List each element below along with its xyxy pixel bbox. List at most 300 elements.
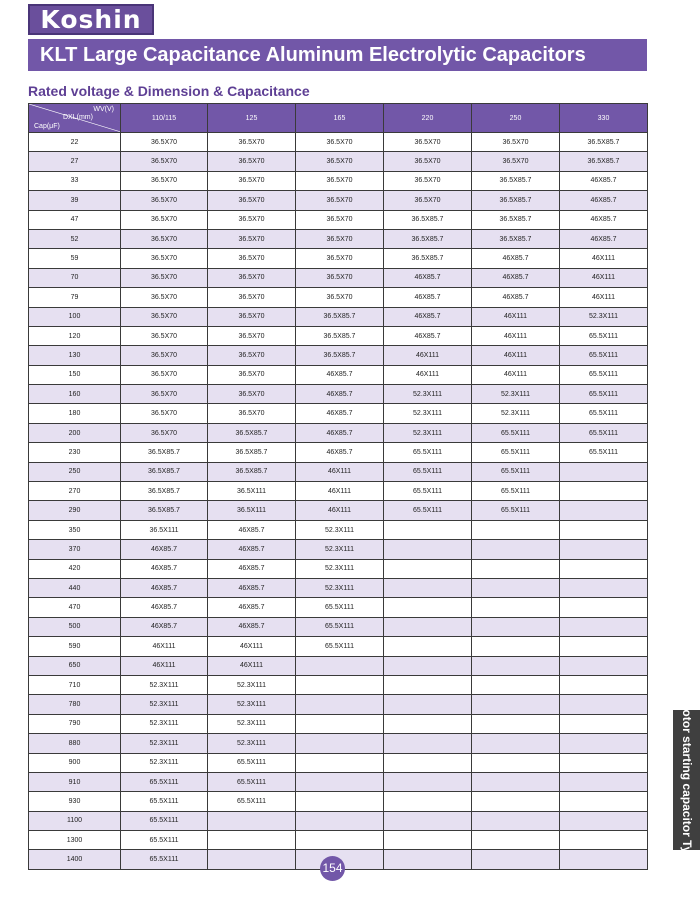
dimension-cell: 36.5X70 [208, 326, 296, 345]
table-row [29, 811, 648, 830]
table-row [29, 501, 648, 520]
dimension-cell: 52.3X111 [208, 695, 296, 714]
dimension-cell [208, 811, 296, 830]
dimension-cell: 36.5X70 [208, 229, 296, 248]
capacitance-cell: 52 [29, 229, 121, 248]
dimension-cell [560, 501, 648, 520]
dimension-cell: 65.5X111 [121, 792, 208, 811]
table-row [29, 385, 648, 404]
dimension-cell [384, 540, 472, 559]
dimension-cell: 65.5X111 [121, 811, 208, 830]
capacitance-cell: 250 [29, 462, 121, 481]
dimension-cell: 36.5X111 [121, 520, 208, 539]
dimension-cell: 52.3X111 [208, 675, 296, 694]
capacitance-cell: 370 [29, 540, 121, 559]
dimension-cell [384, 831, 472, 850]
dimension-cell [560, 831, 648, 850]
capacitance-cell: 420 [29, 559, 121, 578]
dimension-cell: 36.5X70 [121, 346, 208, 365]
dimension-cell: 46X85.7 [121, 578, 208, 597]
capacitance-cell: 1400 [29, 850, 121, 869]
capacitance-cell: 59 [29, 249, 121, 268]
dimension-cell: 65.5X111 [560, 404, 648, 423]
table-row [29, 404, 648, 423]
table-row [29, 288, 648, 307]
dimension-cell: 36.5X70 [208, 152, 296, 171]
dimension-cell [560, 695, 648, 714]
dimension-cell: 36.5X70 [296, 268, 384, 287]
dimension-cell [296, 831, 384, 850]
dimension-cell: 36.5X85.7 [472, 210, 560, 229]
dimension-cell [296, 792, 384, 811]
dimension-cell [384, 656, 472, 675]
dimension-cell [560, 675, 648, 694]
capacitance-cell: 590 [29, 637, 121, 656]
spec-table [28, 103, 648, 870]
dimension-cell: 36.5X85.7 [472, 171, 560, 190]
dimension-cell: 36.5X85.7 [384, 210, 472, 229]
table-row [29, 152, 648, 171]
dimension-cell [472, 540, 560, 559]
dimension-cell [472, 520, 560, 539]
dimension-cell: 46X85.7 [296, 385, 384, 404]
dimension-cell [296, 753, 384, 772]
dimension-cell: 36.5X70 [208, 385, 296, 404]
dimension-cell: 36.5X70 [208, 171, 296, 190]
table-row [29, 734, 648, 753]
dimension-cell: 52.3X111 [296, 540, 384, 559]
dimension-cell: 65.5X111 [560, 423, 648, 442]
dimension-cell [384, 811, 472, 830]
dimension-cell: 46X85.7 [208, 559, 296, 578]
dimension-cell: 65.5X111 [472, 462, 560, 481]
capacitance-cell: 930 [29, 792, 121, 811]
dimension-cell: 36.5X70 [121, 423, 208, 442]
dimension-cell: 65.5X111 [560, 346, 648, 365]
dimension-cell: 46X85.7 [384, 288, 472, 307]
table-row [29, 171, 648, 190]
dimension-cell: 52.3X111 [121, 714, 208, 733]
dimension-cell: 65.5X111 [560, 326, 648, 345]
dimension-cell: 36.5X85.7 [472, 191, 560, 210]
table-row [29, 540, 648, 559]
table-row [29, 210, 648, 229]
table-row [29, 617, 648, 636]
dimension-cell [560, 714, 648, 733]
dimension-cell [472, 675, 560, 694]
dimension-cell: 36.5X85.7 [208, 462, 296, 481]
dimension-cell: 36.5X111 [208, 501, 296, 520]
dimension-cell [560, 734, 648, 753]
cap-label: Cap(μF) [34, 123, 60, 130]
section-subtitle: Rated voltage & Dimension & Capacitance [28, 83, 310, 99]
dimension-cell: 65.5X111 [296, 598, 384, 617]
dimension-cell: 36.5X85.7 [296, 307, 384, 326]
dimension-cell [208, 850, 296, 869]
table-row [29, 714, 648, 733]
page-title-banner: KLT Large Capacitance Aluminum Electrolytic Capacitors [28, 39, 647, 71]
dimension-cell: 36.5X85.7 [208, 423, 296, 442]
dimension-cell [560, 559, 648, 578]
dimension-cell [560, 637, 648, 656]
table-row [29, 268, 648, 287]
table-row [29, 831, 648, 850]
dimension-cell [384, 598, 472, 617]
capacitance-cell: 290 [29, 501, 121, 520]
dimension-cell [560, 792, 648, 811]
side-tab-label: Motor starting capacitor Typ [679, 699, 694, 861]
dimension-cell [472, 637, 560, 656]
dimension-cell: 46X111 [121, 637, 208, 656]
dimension-cell: 65.5X111 [384, 462, 472, 481]
dimension-cell: 36.5X70 [121, 326, 208, 345]
voltage-header: 250 [472, 104, 560, 133]
dimension-cell [384, 578, 472, 597]
dimension-cell: 36.5X85.7 [121, 443, 208, 462]
dimension-cell: 36.5X85.7 [384, 249, 472, 268]
dimension-cell: 36.5X70 [296, 229, 384, 248]
dimension-cell: 46X111 [121, 656, 208, 675]
table-row [29, 307, 648, 326]
dimension-cell: 36.5X85.7 [560, 152, 648, 171]
dimension-cell: 36.5X70 [296, 152, 384, 171]
header-row [29, 104, 648, 133]
dimension-cell: 46X85.7 [208, 617, 296, 636]
capacitance-cell: 100 [29, 307, 121, 326]
dimension-cell [296, 772, 384, 791]
dimension-cell: 46X111 [296, 501, 384, 520]
dimension-cell: 46X111 [296, 462, 384, 481]
dimension-cell: 46X85.7 [472, 288, 560, 307]
table-row [29, 482, 648, 501]
dimension-cell: 46X85.7 [560, 171, 648, 190]
dimension-cell [296, 734, 384, 753]
dimension-cell: 46X85.7 [384, 268, 472, 287]
dimension-cell: 36.5X85.7 [472, 229, 560, 248]
dimension-cell [208, 831, 296, 850]
dimension-cell: 36.5X70 [208, 288, 296, 307]
dimension-cell [472, 753, 560, 772]
dimension-cell: 65.5X111 [472, 482, 560, 501]
table-row [29, 133, 648, 152]
dimension-cell: 46X85.7 [121, 617, 208, 636]
capacitance-cell: 230 [29, 443, 121, 462]
dimension-cell: 65.5X111 [208, 772, 296, 791]
dimension-cell: 46X85.7 [384, 326, 472, 345]
dimension-cell: 65.5X111 [121, 831, 208, 850]
dimension-cell: 46X85.7 [121, 559, 208, 578]
dimension-cell [472, 598, 560, 617]
dimension-cell [384, 792, 472, 811]
dimension-cell [472, 578, 560, 597]
dimension-cell: 46X85.7 [560, 229, 648, 248]
capacitance-cell: 470 [29, 598, 121, 617]
dimension-cell: 46X85.7 [296, 404, 384, 423]
dimension-cell [296, 656, 384, 675]
capacitance-cell: 180 [29, 404, 121, 423]
dimension-cell: 36.5X85.7 [121, 482, 208, 501]
dimension-cell [384, 772, 472, 791]
dimension-cell: 36.5X70 [121, 152, 208, 171]
dimension-cell [560, 811, 648, 830]
dimension-cell: 36.5X85.7 [296, 346, 384, 365]
capacitance-cell: 33 [29, 171, 121, 190]
dimension-cell: 46X85.7 [296, 365, 384, 384]
dimension-cell [472, 831, 560, 850]
capacitance-cell: 200 [29, 423, 121, 442]
dimension-cell: 36.5X70 [121, 365, 208, 384]
dimension-cell [472, 656, 560, 675]
capacitance-cell: 780 [29, 695, 121, 714]
capacitance-cell: 1300 [29, 831, 121, 850]
dimension-cell: 46X111 [296, 482, 384, 501]
dimension-cell: 46X111 [560, 288, 648, 307]
table-row [29, 423, 648, 442]
dimension-cell: 65.5X111 [296, 637, 384, 656]
dimension-cell: 46X85.7 [296, 423, 384, 442]
dimension-cell: 36.5X70 [384, 171, 472, 190]
table-row [29, 520, 648, 539]
dimension-cell [560, 462, 648, 481]
dimension-cell: 65.5X111 [560, 365, 648, 384]
dimension-cell: 36.5X85.7 [296, 326, 384, 345]
dimension-cell [472, 850, 560, 869]
dxl-label: DXL(mm) [63, 114, 93, 121]
table-row [29, 326, 648, 345]
dimension-cell: 36.5X70 [472, 152, 560, 171]
dimension-cell: 36.5X85.7 [208, 443, 296, 462]
capacitance-cell: 79 [29, 288, 121, 307]
table-row [29, 792, 648, 811]
table-row [29, 229, 648, 248]
dimension-cell [384, 559, 472, 578]
dimension-cell: 36.5X70 [296, 191, 384, 210]
dimension-cell [560, 753, 648, 772]
dimension-cell: 36.5X70 [208, 249, 296, 268]
dimension-cell: 36.5X70 [121, 404, 208, 423]
table-row [29, 559, 648, 578]
dimension-cell [472, 617, 560, 636]
dimension-cell [560, 598, 648, 617]
capacitance-cell: 27 [29, 152, 121, 171]
dimension-cell: 36.5X111 [208, 482, 296, 501]
dimension-cell: 36.5X70 [208, 307, 296, 326]
dimension-cell: 36.5X70 [121, 268, 208, 287]
dimension-cell: 36.5X70 [121, 288, 208, 307]
dimension-cell: 46X111 [208, 656, 296, 675]
dimension-cell [472, 695, 560, 714]
dimension-cell [384, 675, 472, 694]
dimension-cell: 36.5X70 [296, 210, 384, 229]
table-row [29, 191, 648, 210]
capacitance-cell: 22 [29, 133, 121, 152]
dimension-cell: 65.5X111 [472, 443, 560, 462]
dimension-cell: 52.3X111 [296, 578, 384, 597]
capacitance-cell: 160 [29, 385, 121, 404]
dimension-cell: 52.3X111 [384, 385, 472, 404]
dimension-cell: 46X85.7 [384, 307, 472, 326]
dimension-cell: 36.5X85.7 [384, 229, 472, 248]
dimension-cell: 46X111 [560, 249, 648, 268]
voltage-header: 330 [560, 104, 648, 133]
dimension-cell: 36.5X70 [121, 210, 208, 229]
dimension-cell [560, 656, 648, 675]
dimension-cell: 52.3X111 [384, 404, 472, 423]
dimension-cell [296, 675, 384, 694]
table-row [29, 695, 648, 714]
voltage-header: 220 [384, 104, 472, 133]
voltage-header: 125 [208, 104, 296, 133]
dimension-cell: 52.3X111 [384, 423, 472, 442]
dimension-cell: 65.5X111 [472, 501, 560, 520]
dimension-cell [384, 734, 472, 753]
dimension-cell: 46X85.7 [208, 540, 296, 559]
dimension-cell: 36.5X70 [121, 229, 208, 248]
dimension-cell: 46X111 [384, 346, 472, 365]
capacitance-cell: 710 [29, 675, 121, 694]
dimension-cell: 46X85.7 [472, 249, 560, 268]
brand-logo: Koshin [28, 4, 154, 35]
dimension-cell: 65.5X111 [560, 385, 648, 404]
dimension-cell: 46X111 [208, 637, 296, 656]
dimension-cell: 52.3X111 [472, 404, 560, 423]
dimension-cell: 52.3X111 [121, 675, 208, 694]
dimension-cell [384, 637, 472, 656]
table-row [29, 753, 648, 772]
dimension-cell: 65.5X111 [384, 501, 472, 520]
dimension-cell: 46X85.7 [121, 598, 208, 617]
dimension-cell [560, 482, 648, 501]
dimension-cell: 36.5X85.7 [121, 501, 208, 520]
capacitance-cell: 880 [29, 734, 121, 753]
dimension-cell: 52.3X111 [296, 520, 384, 539]
capacitance-cell: 900 [29, 753, 121, 772]
capacitance-cell: 150 [29, 365, 121, 384]
capacitance-cell: 270 [29, 482, 121, 501]
capacitance-cell: 790 [29, 714, 121, 733]
table-row [29, 462, 648, 481]
dimension-cell: 65.5X111 [296, 617, 384, 636]
capacitance-cell: 350 [29, 520, 121, 539]
dimension-cell: 52.3X111 [472, 385, 560, 404]
table-row [29, 772, 648, 791]
capacitance-cell: 650 [29, 656, 121, 675]
wv-label: WV(V) [93, 106, 114, 113]
table-row [29, 443, 648, 462]
dimension-cell: 65.5X111 [121, 850, 208, 869]
dimension-cell: 46X111 [472, 326, 560, 345]
dimension-cell: 46X111 [384, 365, 472, 384]
dimension-cell [384, 520, 472, 539]
dimension-cell: 36.5X85.7 [560, 133, 648, 152]
table-row [29, 365, 648, 384]
side-tab [673, 699, 700, 861]
dimension-cell: 36.5X70 [384, 191, 472, 210]
dimension-cell [296, 811, 384, 830]
dimension-cell [560, 520, 648, 539]
dimension-cell: 36.5X70 [121, 133, 208, 152]
dimension-cell: 46X111 [472, 346, 560, 365]
capacitance-cell: 440 [29, 578, 121, 597]
dimension-cell: 36.5X70 [208, 404, 296, 423]
dimension-cell [384, 695, 472, 714]
dimension-cell: 36.5X85.7 [121, 462, 208, 481]
dimension-cell: 65.5X111 [121, 772, 208, 791]
dimension-cell: 46X85.7 [208, 520, 296, 539]
dimension-cell: 46X85.7 [472, 268, 560, 287]
dimension-cell: 46X111 [560, 268, 648, 287]
dimension-cell: 36.5X70 [208, 365, 296, 384]
dimension-cell: 46X85.7 [296, 443, 384, 462]
dimension-cell: 65.5X111 [208, 792, 296, 811]
dimension-cell: 36.5X70 [384, 152, 472, 171]
dimension-cell: 65.5X111 [472, 423, 560, 442]
capacitance-cell: 910 [29, 772, 121, 791]
dimension-cell: 65.5X111 [384, 482, 472, 501]
voltage-header: 165 [296, 104, 384, 133]
table-body [29, 133, 648, 870]
dimension-cell: 36.5X70 [208, 268, 296, 287]
capacitance-cell: 70 [29, 268, 121, 287]
table-row [29, 249, 648, 268]
dimension-cell: 36.5X70 [472, 133, 560, 152]
capacitance-cell: 39 [29, 191, 121, 210]
dimension-cell: 36.5X70 [121, 307, 208, 326]
dimension-cell: 36.5X70 [384, 133, 472, 152]
dimension-cell [560, 772, 648, 791]
capacitance-cell: 120 [29, 326, 121, 345]
dimension-cell [472, 772, 560, 791]
dimension-cell [560, 617, 648, 636]
dimension-cell: 46X85.7 [121, 540, 208, 559]
capacitance-cell: 47 [29, 210, 121, 229]
dimension-cell [384, 850, 472, 869]
dimension-cell: 52.3X111 [121, 734, 208, 753]
dimension-cell: 65.5X111 [384, 443, 472, 462]
dimension-cell: 36.5X70 [121, 171, 208, 190]
voltage-header: 110/115 [121, 104, 208, 133]
table-row [29, 578, 648, 597]
dimension-cell [384, 714, 472, 733]
table-row [29, 598, 648, 617]
page-number: 154 [320, 856, 345, 881]
dimension-cell [472, 811, 560, 830]
table-row [29, 637, 648, 656]
dimension-cell: 52.3X111 [560, 307, 648, 326]
dimension-cell: 52.3X111 [121, 695, 208, 714]
capacitance-cell: 130 [29, 346, 121, 365]
dimension-cell: 52.3X111 [121, 753, 208, 772]
dimension-cell: 36.5X70 [296, 288, 384, 307]
dimension-cell [296, 695, 384, 714]
dimension-cell: 52.3X111 [296, 559, 384, 578]
dimension-cell: 36.5X70 [296, 249, 384, 268]
dimension-cell: 36.5X70 [208, 133, 296, 152]
dimension-cell [472, 559, 560, 578]
dimension-cell: 46X85.7 [208, 598, 296, 617]
dimension-cell [472, 792, 560, 811]
capacitance-cell: 1100 [29, 811, 121, 830]
dimension-cell: 52.3X111 [208, 734, 296, 753]
dimension-cell: 52.3X111 [208, 714, 296, 733]
dimension-cell: 36.5X70 [121, 385, 208, 404]
dimension-cell [296, 714, 384, 733]
dimension-cell: 46X85.7 [208, 578, 296, 597]
dimension-cell: 65.5X111 [560, 443, 648, 462]
dimension-cell [472, 734, 560, 753]
dimension-cell [560, 850, 648, 869]
dimension-cell: 36.5X70 [296, 171, 384, 190]
